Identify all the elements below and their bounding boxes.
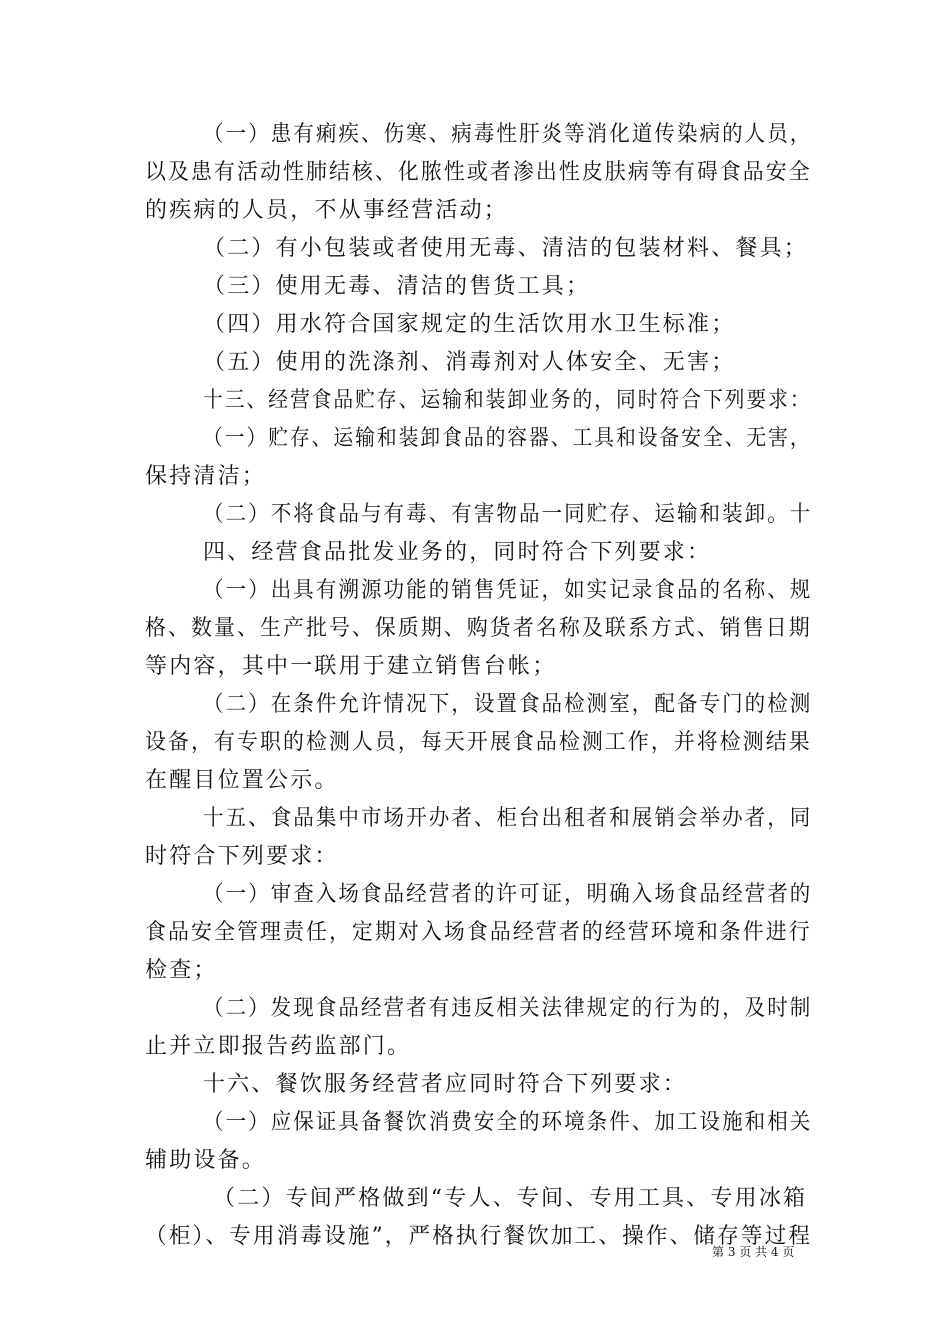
text-line: （一）贮存、运输和装卸食品的容器、工具和设备安全、无害， bbox=[203, 426, 812, 451]
text-line: 十五、食品集中市场开办者、柜台出租者和展销会举办者，同 bbox=[203, 806, 813, 831]
text-line: （二）发现食品经营者有违反相关法律规定的行为的，及时制 bbox=[203, 996, 813, 1021]
text-line: 以及患有活动性肺结核、化脓性或者渗出性皮肤病等有碍食品安全 bbox=[145, 160, 812, 185]
text-line: 在醒目位置公示。 bbox=[145, 768, 339, 793]
text-line: （柜）、专用消毒设施”，严格执行餐饮加工、操作、储存等过程 bbox=[145, 1224, 813, 1249]
text-line: （一）应保证具备餐饮消费安全的环境条件、加工设施和相关 bbox=[203, 1110, 813, 1135]
text-line: 设备，有专职的检测人员，每天开展食品检测工作，并将检测结果 bbox=[145, 730, 812, 755]
text-line: （二）专间严格做到“专人、专间、专用工具、专用冰箱 bbox=[213, 1186, 808, 1211]
text-line: 辅助设备。 bbox=[145, 1148, 267, 1173]
text-line: 保持清洁； bbox=[145, 464, 267, 489]
text-line: 时符合下列要求： bbox=[145, 844, 339, 869]
text-line: 十三、经营食品贮存、运输和装卸业务的，同时符合下列要求： bbox=[203, 388, 812, 413]
text-line: （四）用水符合国家规定的生活饮用水卫生标准； bbox=[203, 312, 736, 337]
text-line: 十六、餐饮服务经营者应同时符合下列要求： bbox=[203, 1072, 688, 1097]
text-line: （五）使用的洗涤剂、消毒剂对人体安全、无害； bbox=[203, 350, 736, 375]
page-number: 第 3 页 共 4 页 bbox=[712, 1245, 795, 1259]
text-line: 止并立即报告药监部门。 bbox=[145, 1034, 412, 1059]
text-line: （一）审查入场食品经营者的许可证，明确入场食品经营者的 bbox=[203, 882, 813, 907]
text-line: 食品安全管理责任，定期对入场食品经营者的经营环境和条件进行 bbox=[145, 920, 812, 945]
text-line: 等内容，其中一联用于建立销售台帐； bbox=[145, 654, 557, 679]
text-line: （三）使用无毒、清洁的售货工具； bbox=[203, 274, 591, 299]
text-line: （一）患有痢疾、伤寒、病毒性肝炎等消化道传染病的人员， bbox=[203, 122, 813, 147]
text-line: 四、经营食品批发业务的，同时符合下列要求： bbox=[203, 540, 712, 565]
text-line: （一）出具有溯源功能的销售凭证，如实记录食品的名称、规 bbox=[203, 578, 813, 603]
text-line: （二）在条件允许情况下，设置食品检测室，配备专门的检测 bbox=[203, 692, 813, 717]
text-line: （二）不将食品与有毒、有害物品一同贮存、运输和装卸。十 bbox=[203, 502, 813, 527]
text-line: 格、数量、生产批号、保质期、购货者名称及联系方式、销售日期 bbox=[145, 616, 812, 641]
text-line: （二）有小包装或者使用无毒、清洁的包装材料、餐具； bbox=[203, 236, 809, 261]
text-line: 检查； bbox=[145, 958, 218, 983]
text-line: 的疾病的人员，不从事经营活动； bbox=[145, 198, 509, 223]
